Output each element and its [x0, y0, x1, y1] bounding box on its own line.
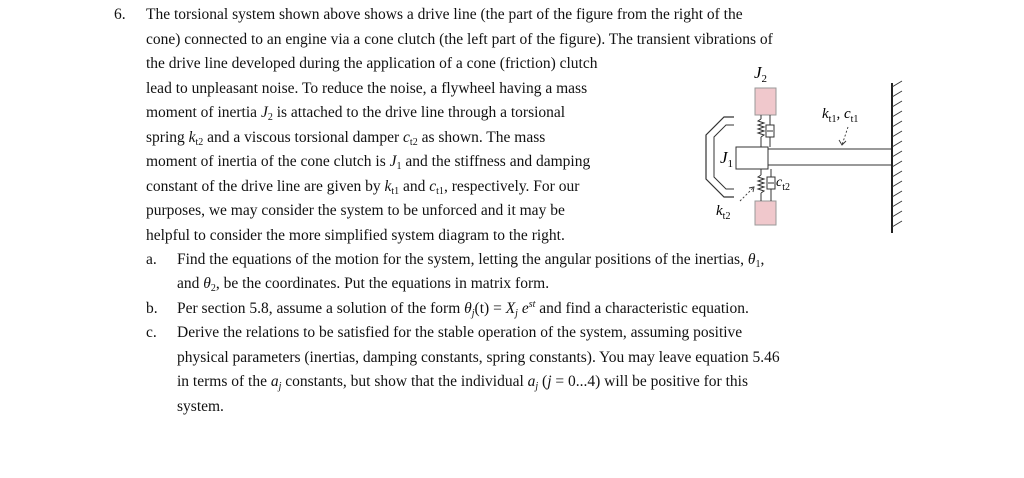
wall-hatch: [892, 81, 902, 227]
label-kt1-ct1: $k_{t1}$, $c_{t1}$: [822, 106, 859, 125]
problem-line: helpful to consider the more simplified system diagram to the right.: [146, 227, 565, 244]
spring-kt2-lower: [758, 169, 764, 201]
arrow-kt2: [740, 187, 754, 201]
problem-line: spring $k_{t2}$ and a viscous torsional damper $c_{t2}$ as shown. The mass: [146, 129, 546, 148]
problem-line: lead to unpleasant noise. To reduce the noise, a flywheel having a mass: [146, 80, 588, 97]
flywheel-top: [755, 88, 776, 115]
problem-line: constant of the drive line are given by $k_{t1}$ and $c_{t1}$, respectively. For our: [146, 178, 580, 197]
problem-line: the drive line developed during the application of a cone (friction) clutch: [146, 55, 598, 72]
damper-ct2-upper: [766, 115, 774, 147]
label-j2: $J_2$: [754, 63, 768, 85]
flywheel-bottom: [755, 201, 776, 225]
problem-line: moment of inertia of the cone clutch is $J_1$ and the stiffness and damping: [146, 153, 591, 172]
problem-line: purposes, we may consider the system to be unforced and it may be: [146, 202, 565, 219]
damper-ct2-lower: [767, 169, 775, 201]
part-b-line: Per section 5.8, assume a solution of the form $\theta_j(t) = X_j$ $e^{st}$ and find a characteristic equation.: [177, 299, 749, 319]
problem-line: cone) connected to an engine via a cone clutch (the left part of the figure). The transient vibrations of: [146, 31, 773, 48]
problem-line: moment of inertia $J_2$ is attached to the drive line through a torsional: [146, 104, 566, 123]
problem-number: 6.: [114, 6, 126, 23]
part-c-label: c.: [146, 324, 157, 341]
label-kt2: $k_{t2}$: [716, 203, 731, 222]
hub: [736, 147, 768, 169]
part-a-line: and $\theta_2$, be the coordinates. Put the equations in matrix form.: [177, 275, 550, 294]
problem-line: The torsional system shown above shows a drive line (the part of the figure from the right of the: [146, 6, 743, 23]
part-c-line: system.: [177, 398, 224, 415]
part-b-label: b.: [146, 300, 158, 317]
torsional-system-diagram: [696, 55, 911, 235]
part-c-line: physical parameters (inertias, damping constants, spring constants). You may leave equation 5.46: [177, 349, 780, 366]
drive-shaft: [768, 149, 892, 165]
spring-kt2-upper: [758, 115, 764, 147]
part-a-label: a.: [146, 251, 157, 268]
part-c-line: Derive the relations to be satisfied for the stable operation of the system, assuming positive: [177, 324, 743, 341]
label-j1: $J_1$: [720, 148, 734, 170]
label-ct2: $c_{t2}$: [776, 175, 790, 193]
part-a-line: Find the equations of the motion for the system, letting the angular positions of the inertias, $\theta_1$,: [177, 251, 765, 270]
arrow-kt1: [839, 127, 848, 145]
part-c-line: in terms of the $a_j$ constants, but show that the individual $a_j$ (j = 0...4) will be positive for this: [177, 373, 748, 392]
